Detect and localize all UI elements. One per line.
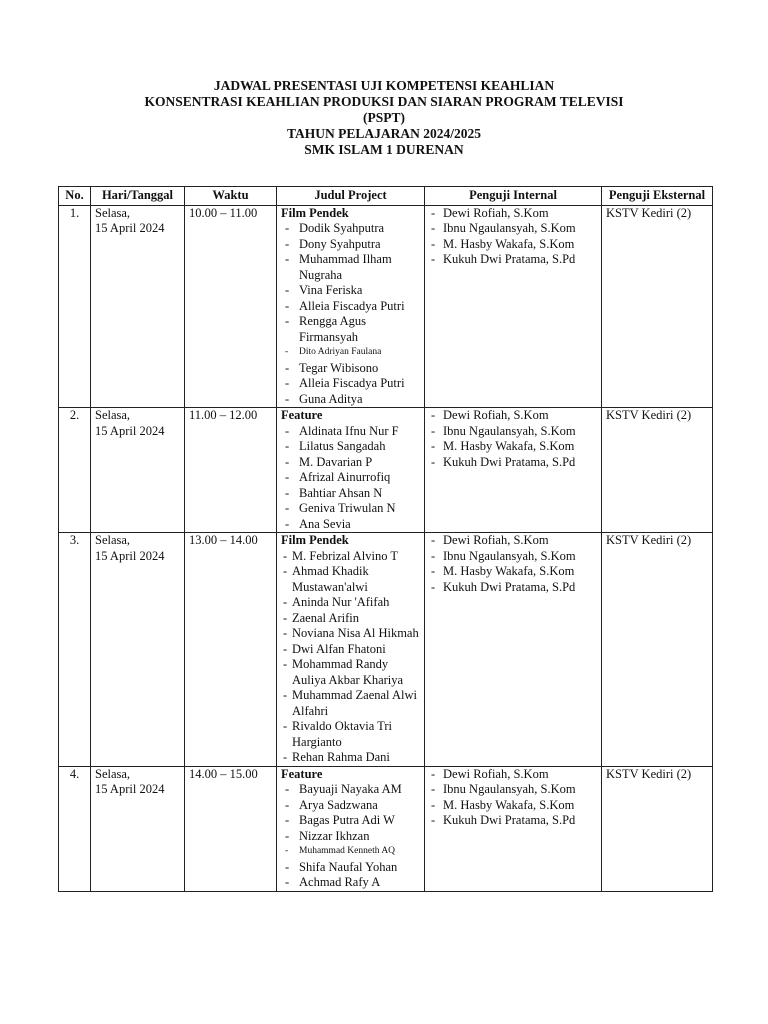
project-category: Feature [281, 408, 323, 422]
list-item: - Afrizal Ainurrofiq [281, 470, 420, 486]
table-row [59, 205, 713, 408]
member-list [281, 424, 420, 533]
list-item: - Aninda Nur 'Afifah [281, 595, 420, 611]
member-list [281, 221, 420, 407]
list-item: - Kukuh Dwi Pratama, S.Pd [429, 455, 597, 471]
list-item: - Achmad Rafy A [281, 875, 420, 891]
list-item: - Geniva Triwulan N [281, 501, 420, 517]
project-category: Film Pendek [281, 533, 349, 547]
list-item: - Kukuh Dwi Pratama, S.Pd [429, 252, 597, 268]
row-internal-examiners [425, 205, 602, 408]
list-item: - Mohammad Randy Auliya Akbar Khariya [281, 657, 420, 688]
list-item: - Bahtiar Ahsan N [281, 486, 420, 502]
project-category: Feature [281, 766, 323, 781]
date-text: 15 April 2024 [95, 782, 165, 796]
row-time: 14.00 – 15.00 [185, 766, 277, 891]
column-header-no: No. [59, 187, 91, 206]
list-item: - Kukuh Dwi Pratama, S.Pd [429, 580, 597, 596]
list-item: - Kukuh Dwi Pratama, S.Pd [429, 813, 597, 829]
table-row [59, 408, 713, 533]
list-item: - Ibnu Ngaulansyah, S.Kom [429, 424, 597, 440]
row-number: 2. [59, 408, 91, 533]
list-item: - Dwi Alfan Fhatoni [281, 642, 420, 658]
day-name: Selasa, [95, 408, 131, 422]
project-category: Film Pendek [281, 205, 349, 220]
title-line-4: TAHUN PELAJARAN 2024/2025 [286, 126, 481, 141]
day-name: Selasa, [95, 205, 131, 220]
list-item: - Ibnu Ngaulansyah, S.Kom [429, 549, 597, 565]
date-text: 15 April 2024 [95, 548, 165, 563]
list-item: - Rivaldo Oktavia Tri Hargianto [281, 719, 420, 750]
row-internal-examiners [425, 533, 602, 767]
table-row [59, 766, 713, 891]
list-item: - M. Hasby Wakafa, S.Kom [429, 439, 597, 455]
row-external-examiner: KSTV Kediri (2) [602, 533, 713, 767]
date-text: 15 April 2024 [95, 423, 165, 438]
row-project [277, 766, 425, 891]
examiner-list [429, 408, 597, 470]
list-item: - Ibnu Ngaulansyah, S.Kom [429, 782, 597, 798]
list-item: - Guna Aditya [281, 392, 420, 408]
list-item: - Alleia Fiscadya Putri [281, 376, 420, 392]
list-item: - M. Hasby Wakafa, S.Kom [429, 564, 597, 580]
list-item: - Dito Adriyan Faulana [281, 345, 420, 361]
day-name: Selasa, [95, 766, 131, 781]
day-name: Selasa, [95, 533, 131, 547]
date-text: 15 April 2024 [95, 221, 165, 235]
row-date [91, 533, 185, 767]
row-internal-examiners [425, 766, 602, 891]
row-number: 3. [59, 533, 91, 767]
row-internal-examiners [425, 408, 602, 533]
row-time: 11.00 – 12.00 [185, 408, 277, 533]
list-item: - Dony Syahputra [281, 237, 420, 253]
list-item: - Arya Sadzwana [281, 798, 420, 814]
list-item: - Dewi Rofiah, S.Kom [429, 767, 597, 783]
list-item: - Rengga Agus Firmansyah [281, 314, 420, 345]
member-list [281, 782, 420, 891]
row-project [277, 408, 425, 533]
list-item: - M. Hasby Wakafa, S.Kom [429, 237, 597, 253]
list-item: - Muhammad Kenneth AQ [281, 844, 420, 860]
table-row [59, 533, 713, 767]
list-item: - Zaenal Arifin [281, 611, 420, 627]
list-item: - Dewi Rofiah, S.Kom [429, 533, 597, 549]
list-item: - Tegar Wibisono [281, 361, 420, 377]
list-item: - Muhammad Ilham Nugraha [281, 252, 420, 283]
column-header-day: Hari/Tanggal [91, 187, 185, 206]
list-item: - Muhammad Zaenal Alwi Alfahri [281, 688, 420, 719]
document-title [0, 78, 768, 158]
column-header-title: Judul Project [277, 187, 425, 206]
list-item: - M. Davarian P [281, 455, 420, 471]
column-header-time: Waktu [185, 187, 277, 206]
table-header-row [59, 187, 713, 206]
list-item: - Alleia Fiscadya Putri [281, 299, 420, 315]
row-external-examiner: KSTV Kediri (2) [602, 766, 713, 891]
list-item: - Bayuaji Nayaka AM [281, 782, 420, 798]
list-item: - Lilatus Sangadah [281, 439, 420, 455]
list-item: - Ibnu Ngaulansyah, S.Kom [429, 221, 597, 237]
column-header-internal: Penguji Internal [425, 187, 602, 206]
examiner-list [429, 206, 597, 268]
row-external-examiner: KSTV Kediri (2) [602, 408, 713, 533]
member-list [281, 549, 420, 766]
column-header-external: Penguji Eksternal [602, 187, 713, 206]
row-number: 4. [59, 766, 91, 891]
list-item: - Bagas Putra Adi W [281, 813, 420, 829]
list-item: - Dewi Rofiah, S.Kom [429, 408, 597, 424]
row-project [277, 533, 425, 767]
row-date [91, 205, 185, 408]
title-line-3: (PSPT) [363, 110, 405, 125]
list-item: - Vina Feriska [281, 283, 420, 299]
list-item: - Ana Sevia [281, 517, 420, 533]
title-line-5: SMK ISLAM 1 DURENAN [304, 142, 464, 157]
row-date [91, 408, 185, 533]
list-item: - Nizzar Ikhzan [281, 829, 420, 845]
title-line-2: KONSENTRASI KEAHLIAN PRODUKSI DAN SIARAN PROGRAM TELEVISI [144, 94, 624, 109]
row-external-examiner: KSTV Kediri (2) [602, 205, 713, 408]
examiner-list [429, 767, 597, 829]
list-item: - Shifa Naufal Yohan [281, 860, 420, 876]
list-item: - Aldinata Ifnu Nur F [281, 424, 420, 440]
list-item: - Ahmad Khadik Mustawan'alwi [281, 564, 420, 595]
list-item: - M. Febrizal Alvino T [281, 549, 420, 565]
row-time: 13.00 – 14.00 [185, 533, 277, 767]
list-item: - Rehan Rahma Dani [281, 750, 420, 766]
title-line-1: JADWAL PRESENTASI UJI KOMPETENSI KEAHLIAN [213, 78, 555, 93]
row-project [277, 205, 425, 408]
schedule-table [58, 186, 713, 892]
examiner-list [429, 533, 597, 595]
row-number: 1. [59, 205, 91, 408]
list-item: - M. Hasby Wakafa, S.Kom [429, 798, 597, 814]
row-time: 10.00 – 11.00 [185, 205, 277, 408]
list-item: - Noviana Nisa Al Hikmah [281, 626, 420, 642]
row-date [91, 766, 185, 891]
list-item: - Dodik Syahputra [281, 221, 420, 237]
list-item: - Dewi Rofiah, S.Kom [429, 206, 597, 222]
